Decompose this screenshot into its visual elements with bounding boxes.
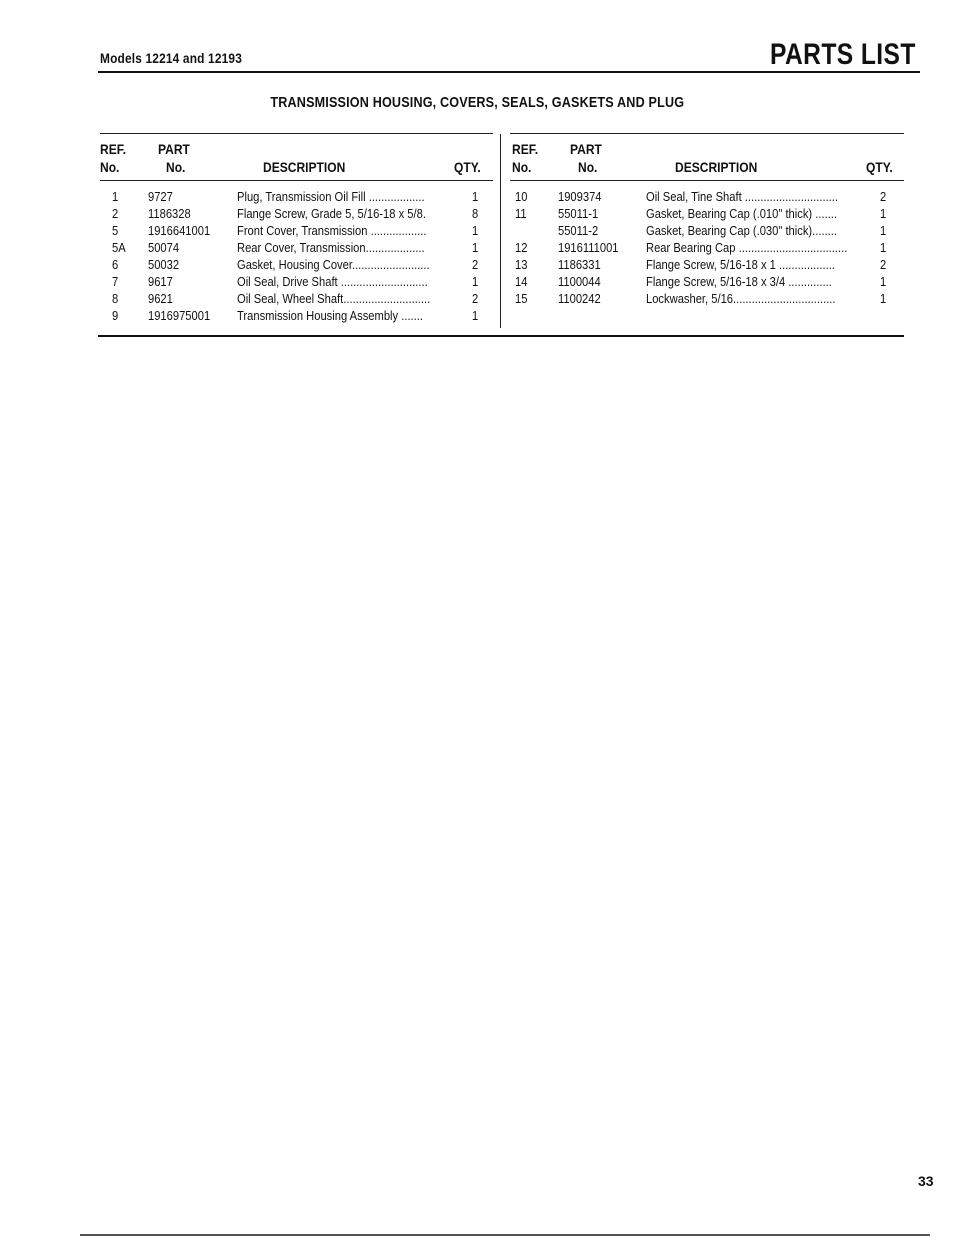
- qty-cell: 1: [472, 223, 479, 238]
- description-cell: Oil Seal, Wheel Shaft............................: [237, 291, 431, 306]
- table-top-rule: [510, 133, 904, 134]
- description-cell: Rear Bearing Cap ...................................: [646, 240, 848, 255]
- column-divider: [500, 134, 501, 328]
- qty-cell: 2: [472, 291, 479, 306]
- part-no-cell: 1916111001: [558, 240, 619, 255]
- ref-no-cell: 2: [112, 206, 119, 221]
- part-no-cell: 50074: [148, 240, 180, 255]
- table-row: [100, 274, 493, 291]
- description-cell: Gasket, Bearing Cap (.010" thick) .......: [646, 206, 838, 221]
- table-row: [510, 257, 904, 274]
- description-cell: Flange Screw, 5/16-18 x 1 ..................: [646, 257, 835, 272]
- part-no-cell: 1100044: [558, 274, 601, 289]
- qty-header: QTY.: [454, 159, 481, 175]
- description-cell: Gasket, Bearing Cap (.030" thick)........: [646, 223, 838, 238]
- table-row: [100, 291, 493, 308]
- ref-no-cell: 9: [112, 308, 119, 323]
- part-no-cell: 1186328: [148, 206, 191, 221]
- table-row: [100, 308, 493, 325]
- part-no-cell: 9617: [148, 274, 173, 289]
- part-no-cell: 50032: [148, 257, 180, 272]
- ref-no-cell: 12: [515, 240, 528, 255]
- description-cell: Flange Screw, Grade 5, 5/16-18 x 5/8.: [237, 206, 426, 221]
- section-title: TRANSMISSION HOUSING, COVERS, SEALS, GASKETS AND PLUG: [270, 94, 684, 111]
- description-cell: Transmission Housing Assembly .......: [237, 308, 423, 323]
- table-row: [510, 240, 904, 257]
- description-cell: Rear Cover, Transmission...................: [237, 240, 425, 255]
- table-row: [510, 223, 904, 240]
- part-no-cell: 9621: [148, 291, 173, 306]
- header-rule: [98, 71, 920, 73]
- table-row: [510, 291, 904, 308]
- part-header: PART: [570, 141, 602, 157]
- ref-no-cell: 8: [112, 291, 119, 306]
- part-no-header: No.: [578, 159, 598, 175]
- part-no-cell: 1916641001: [148, 223, 211, 238]
- description-header: DESCRIPTION: [675, 159, 758, 175]
- qty-cell: 1: [880, 274, 887, 289]
- qty-cell: 2: [880, 189, 887, 204]
- qty-cell: 1: [472, 308, 479, 323]
- ref-header: REF.: [512, 141, 539, 157]
- ref-no-header: No.: [512, 159, 532, 175]
- qty-cell: 1: [880, 240, 887, 255]
- description-cell: Oil Seal, Tine Shaft ..............................: [646, 189, 838, 204]
- part-no-cell: 9727: [148, 189, 173, 204]
- description-header: DESCRIPTION: [263, 159, 346, 175]
- description-cell: Gasket, Housing Cover.........................: [237, 257, 430, 272]
- rows-left: [100, 189, 493, 325]
- ref-no-cell: 10: [515, 189, 528, 204]
- rows-right: [510, 189, 904, 308]
- description-cell: Oil Seal, Drive Shaft ............................: [237, 274, 428, 289]
- qty-header: QTY.: [866, 159, 893, 175]
- page-title: PARTS LIST: [770, 38, 916, 71]
- ref-no-header: No.: [100, 159, 120, 175]
- qty-cell: 1: [880, 223, 887, 238]
- qty-cell: 2: [880, 257, 887, 272]
- table-row: [100, 206, 493, 223]
- description-cell: Lockwasher, 5/16.................................: [646, 291, 836, 306]
- part-no-cell: 1916975001: [148, 308, 211, 323]
- table-row: [100, 257, 493, 274]
- table-row: [100, 240, 493, 257]
- ref-no-cell: 11: [515, 206, 527, 221]
- ref-no-cell: 5: [112, 223, 119, 238]
- description-cell: Plug, Transmission Oil Fill ..................: [237, 189, 425, 204]
- qty-cell: 1: [472, 189, 479, 204]
- qty-cell: 1: [880, 291, 887, 306]
- qty-cell: 1: [880, 206, 887, 221]
- table-row: [510, 274, 904, 291]
- part-no-cell: 55011-2: [558, 223, 599, 238]
- table-row: [100, 189, 493, 206]
- table-bottom-rule: [98, 335, 904, 337]
- ref-no-cell: 5A: [112, 240, 126, 255]
- page-number: 33: [918, 1173, 934, 1189]
- table-top-rule: [100, 133, 493, 134]
- part-header: PART: [158, 141, 190, 157]
- part-no-cell: 55011-1: [558, 206, 599, 221]
- ref-no-cell: 14: [515, 274, 528, 289]
- header-underline: [510, 180, 904, 181]
- ref-no-cell: 15: [515, 291, 528, 306]
- part-no-cell: 1909374: [558, 189, 602, 204]
- ref-header: REF.: [100, 141, 127, 157]
- part-no-header: No.: [166, 159, 186, 175]
- footer-rule: [80, 1234, 930, 1236]
- qty-cell: 2: [472, 257, 479, 272]
- header-underline: [100, 180, 493, 181]
- models-heading: Models 12214 and 12193: [100, 50, 243, 66]
- ref-no-cell: 1: [112, 189, 119, 204]
- qty-cell: 1: [472, 274, 479, 289]
- description-cell: Flange Screw, 5/16-18 x 3/4 ..............: [646, 274, 832, 289]
- ref-no-cell: 13: [515, 257, 528, 272]
- description-cell: Front Cover, Transmission ..................: [237, 223, 427, 238]
- ref-no-cell: 7: [112, 274, 119, 289]
- table-row: [100, 223, 493, 240]
- ref-no-cell: 6: [112, 257, 119, 272]
- part-no-cell: 1186331: [558, 257, 601, 272]
- qty-cell: 8: [472, 206, 479, 221]
- part-no-cell: 1100242: [558, 291, 601, 306]
- table-row: [510, 206, 904, 223]
- qty-cell: 1: [472, 240, 479, 255]
- table-row: [510, 189, 904, 206]
